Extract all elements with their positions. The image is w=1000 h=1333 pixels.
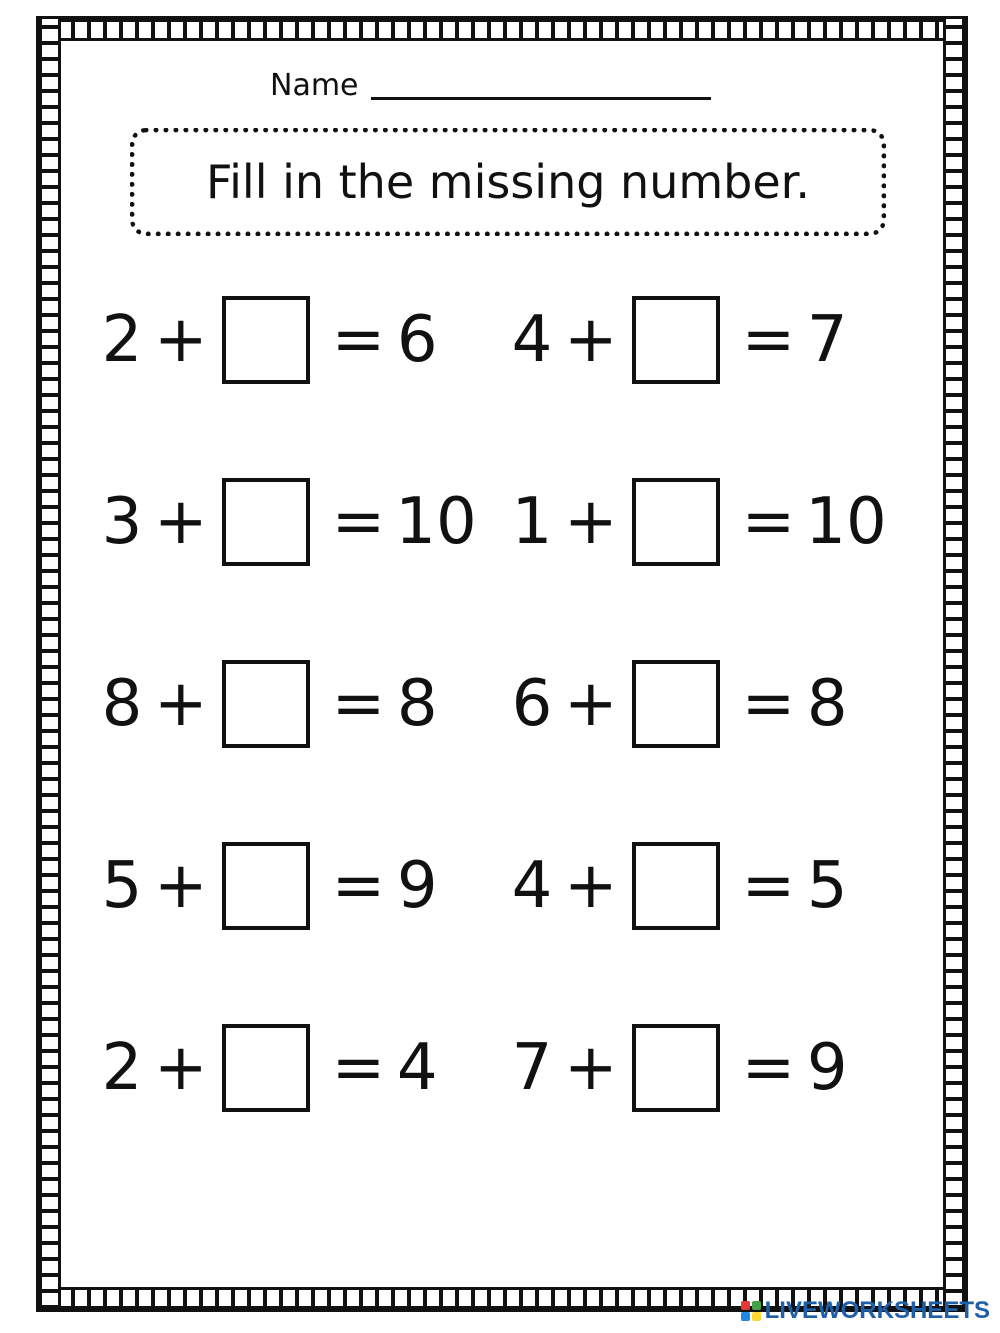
equation: [100, 836, 510, 936]
border-left: [39, 19, 61, 1309]
brand-name: LIVEWORKSHEETS: [764, 1297, 990, 1324]
sum: 4: [396, 1031, 438, 1105]
addend: 8: [101, 667, 143, 741]
plus-sign: +: [154, 485, 208, 559]
addend: 4: [511, 849, 553, 923]
sum: 8: [806, 667, 848, 741]
answer-box[interactable]: [632, 478, 720, 566]
addend: 5: [101, 849, 143, 923]
sum: 5: [806, 849, 848, 923]
equals-sign: =: [741, 1031, 796, 1105]
equals-sign: =: [331, 1031, 386, 1105]
addend: 1: [511, 485, 553, 559]
equation: [510, 836, 920, 936]
addend: 7: [511, 1031, 553, 1105]
plus-sign: +: [564, 1031, 618, 1105]
instruction-text: Fill in the missing number.: [206, 155, 810, 209]
plus-sign: +: [154, 303, 208, 377]
logo-square-red: [741, 1301, 750, 1310]
sum: 8: [396, 667, 438, 741]
problem-row: [100, 472, 920, 654]
problem-row: [100, 836, 920, 1018]
equals-sign: =: [741, 667, 796, 741]
logo-square-green: [752, 1301, 761, 1310]
addend: 2: [101, 1031, 143, 1105]
equals-sign: =: [331, 303, 386, 377]
equation: [100, 290, 510, 390]
answer-box[interactable]: [632, 296, 720, 384]
name-field[interactable]: [371, 97, 711, 100]
sum: 10: [805, 485, 887, 559]
equals-sign: =: [331, 849, 386, 923]
answer-box[interactable]: [222, 842, 310, 930]
border-right: [943, 19, 965, 1309]
plus-sign: +: [154, 667, 208, 741]
plus-sign: +: [564, 485, 618, 559]
sum: 9: [806, 1031, 848, 1105]
sum: 9: [396, 849, 438, 923]
answer-box[interactable]: [632, 660, 720, 748]
answer-box[interactable]: [632, 842, 720, 930]
sum: 10: [395, 485, 477, 559]
sum: 7: [806, 303, 848, 377]
equals-sign: =: [741, 303, 796, 377]
equals-sign: =: [331, 667, 386, 741]
equation: [100, 472, 510, 572]
addend: 4: [511, 303, 553, 377]
equals-sign: =: [331, 485, 386, 559]
plus-sign: +: [564, 849, 618, 923]
plus-sign: +: [154, 849, 208, 923]
name-label: Name: [270, 68, 359, 103]
equation: [100, 654, 510, 754]
addend: 2: [101, 303, 143, 377]
plus-sign: +: [564, 667, 618, 741]
answer-box[interactable]: [222, 660, 310, 748]
sum: 6: [396, 303, 438, 377]
problem-row: [100, 1018, 920, 1200]
name-row: [270, 66, 711, 106]
logo-square-blue: [741, 1312, 750, 1321]
plus-sign: +: [154, 1031, 208, 1105]
equation: [510, 654, 920, 754]
answer-box[interactable]: [222, 296, 310, 384]
equation: [100, 1018, 510, 1118]
problem-row: [100, 290, 920, 472]
equation: [510, 472, 920, 572]
border-top: [39, 19, 965, 41]
equation: [510, 290, 920, 390]
liveworksheets-logo-icon: [741, 1301, 761, 1321]
plus-sign: +: [564, 303, 618, 377]
liveworksheets-brand[interactable]: [741, 1297, 990, 1325]
logo-square-yellow: [752, 1312, 761, 1321]
problem-row: [100, 654, 920, 836]
equation: [510, 1018, 920, 1118]
equals-sign: =: [741, 849, 796, 923]
addend: 6: [511, 667, 553, 741]
problems-grid: [100, 290, 920, 1200]
addend: 3: [101, 485, 143, 559]
answer-box[interactable]: [632, 1024, 720, 1112]
answer-box[interactable]: [222, 1024, 310, 1112]
instruction-box: [130, 128, 886, 236]
answer-box[interactable]: [222, 478, 310, 566]
equals-sign: =: [741, 485, 796, 559]
